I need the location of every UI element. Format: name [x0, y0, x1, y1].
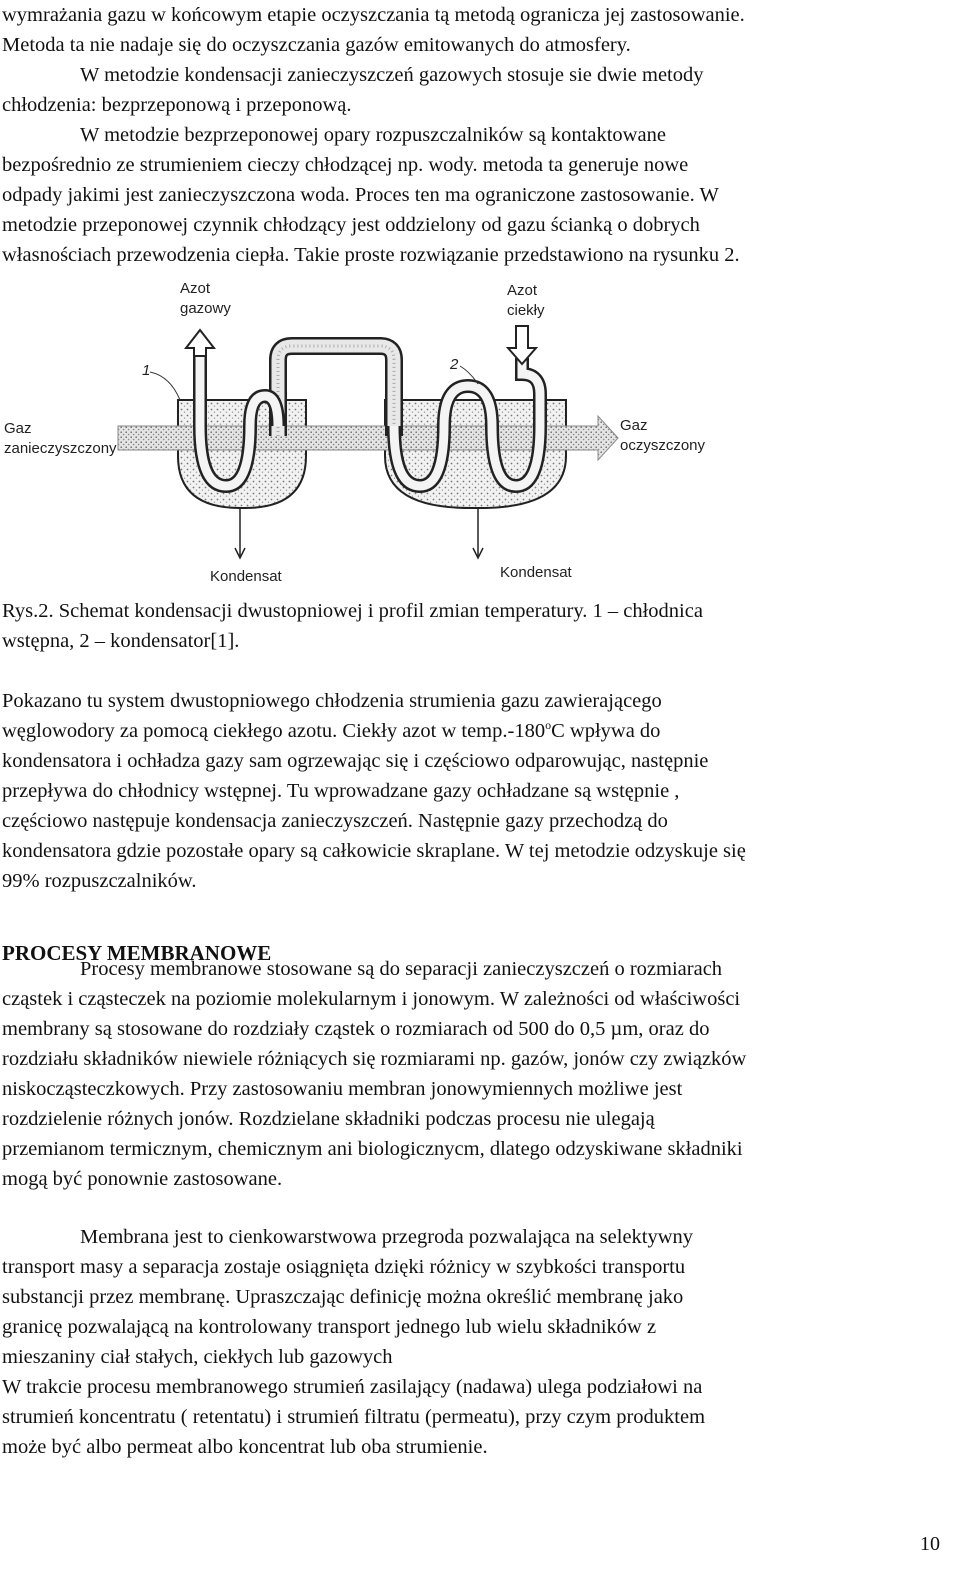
label-liquid-nitrogen-line2: ciekły — [507, 302, 545, 319]
text-line: granicę pozwalającą na kontrolowany transport jednego lub wielu składników z — [2, 1316, 657, 1338]
text-line: własnościach przewodzenia ciepła. Takie proste rozwiązanie przedstawiono na rysunku 2. — [2, 244, 740, 266]
membrane-processes-paragraph — [2, 954, 942, 1194]
text-line: transport masy a separacja zostaje osiągnięta dzięki różnicy w szybkości transportu — [2, 1256, 686, 1278]
label-nitrogen-gas-line1: Azot — [180, 280, 211, 297]
caption-line: wstępna, 2 – kondensator[1]. — [2, 630, 240, 652]
text-line: cząstek i cząsteczek na poziomie molekularnym i jonowym. W zależności od właściwości — [2, 988, 741, 1010]
text-line: strumień koncentratu ( retentatu) i strumień filtratu (permeatu), przy czym produktem — [2, 1406, 706, 1428]
label-liquid-nitrogen-line1: Azot — [507, 282, 538, 299]
label-number-1: 1 — [142, 362, 151, 379]
label-input-gas-line1: Gaz — [4, 420, 32, 437]
text-line: Metoda ta nie nadaje się do oczyszczania gazów emitowanych do atmosfery. — [2, 34, 631, 56]
text-fragment: węglowodory za pomocą ciekłego azotu. Ciekły azot w temp.-180 — [2, 720, 546, 742]
text-line: Membrana jest to cienkowarstwowa przegroda pozwalająca na selektywny — [80, 1226, 694, 1248]
text-line: Procesy membranowe stosowane są do separacji zanieczyszczeń o rozmiarach — [80, 958, 723, 980]
text-line: bezpośrednio ze strumieniem cieczy chłodzącej np. wody. metoda ta generuje nowe — [2, 154, 689, 176]
label-output-gas-line2: oczyszczony — [620, 437, 706, 454]
text-line: W metodzie kondensacji zanieczyszczeń gazowych stosuje sie dwie metody — [80, 64, 704, 86]
system-description-paragraph — [2, 686, 942, 896]
liquid-nitrogen-inlet-arrow — [508, 326, 536, 364]
intro-paragraph — [2, 0, 942, 270]
text-line: rozdzielenie różnych jonów. Rozdzielane składniki podczas procesu nie ulegają — [2, 1108, 655, 1130]
label-1-leader — [150, 372, 180, 400]
text-line: wymrażania gazu w końcowym etapie oczyszczania tą metodą ogranicza jej zastosowanie. — [2, 4, 745, 26]
label-number-2: 2 — [450, 356, 459, 373]
diagram-drawing — [0, 276, 720, 596]
text-fragment: C wpływa do — [551, 720, 661, 742]
text-line: odpady jakimi jest zanieczyszczona woda. Proces ten ma ograniczone zastosowanie. W — [2, 184, 719, 206]
text-line: może być albo permeat albo koncentrat lub oba strumienie. — [2, 1436, 488, 1458]
text-line: chłodzenia: bezprzeponową i przeponową. — [2, 94, 352, 116]
text-line: częściowo następuje kondensacja zanieczyszczeń. Następnie gazy przechodzą do — [2, 810, 668, 832]
text-line: 99% rozpuszczalników. — [2, 870, 197, 892]
text-line: niskocząsteczkowych. Przy zastosowaniu membran jonowymiennych możliwe jest — [2, 1078, 683, 1100]
text-line: Pokazano tu system dwustopniowego chłodzenia strumienia gazu zawierającego — [2, 690, 662, 712]
text-line: mogą być ponownie zastosowane. — [2, 1168, 283, 1190]
text-line: kondensatora gdzie pozostałe opary są całkowicie skraplane. W tej metodzie odzyskuje się — [2, 840, 746, 862]
figure-caption — [2, 596, 942, 656]
text-line: W trakcie procesu membranowego strumień zasilający (nadawa) ulega podziałowi na — [2, 1376, 703, 1398]
label-condensate-1: Kondensat — [210, 568, 282, 585]
text-line: membrany są stosowane do rozdziały cząstek o rozmiarach od 500 do 0,5 µm, oraz do — [2, 1018, 710, 1040]
degree-superscript: o — [545, 718, 552, 732]
text-line: W metodzie bezprzeponowej opary rozpuszczalników są kontaktowane — [80, 124, 666, 146]
text-line: substancji przez membranę. Upraszczając definicję można określić membranę jako — [2, 1286, 684, 1308]
page-number: 10 — [920, 1533, 940, 1555]
label-condensate-2: Kondensat — [500, 564, 572, 581]
label-nitrogen-gas-line2: gazowy — [180, 300, 231, 317]
nitrogen-gas-outlet-arrow — [186, 330, 214, 356]
label-input-gas-line2: zanieczyszczony — [4, 440, 117, 457]
condensation-diagram — [0, 276, 720, 596]
text-line: kondensatora i ochładza gazy sam ogrzewając się i częściowo odparowując, następnie — [2, 750, 709, 772]
text-line: rozdziału składników niewiele różniących się rozmiarami np. gazów, jonów czy związków — [2, 1048, 747, 1070]
text-line: przepływa do chłodnicy wstępnej. Tu wprowadzane gazy ochładzane są wstępnie , — [2, 780, 680, 802]
label-output-gas-line1: Gaz — [620, 417, 648, 434]
section-heading: PROCESY MEMBRANOWE — [2, 941, 272, 965]
text-line — [2, 716, 942, 746]
text-line: metodzie przeponowej czynnik chłodzący jest oddzielony od gazu ścianką o dobrych — [2, 214, 700, 236]
caption-line: Rys.2. Schemat kondensacji dwustopniowej i profil zmian temperatury. 1 – chłodnica — [2, 600, 703, 622]
membrane-definition-paragraph — [2, 1222, 942, 1462]
text-line: mieszaniny ciał stałych, ciekłych lub gazowych — [2, 1346, 393, 1368]
text-line: przemianom termicznym, chemicznym ani biologicznycm, dlatego odzyskiwane składniki — [2, 1138, 743, 1160]
